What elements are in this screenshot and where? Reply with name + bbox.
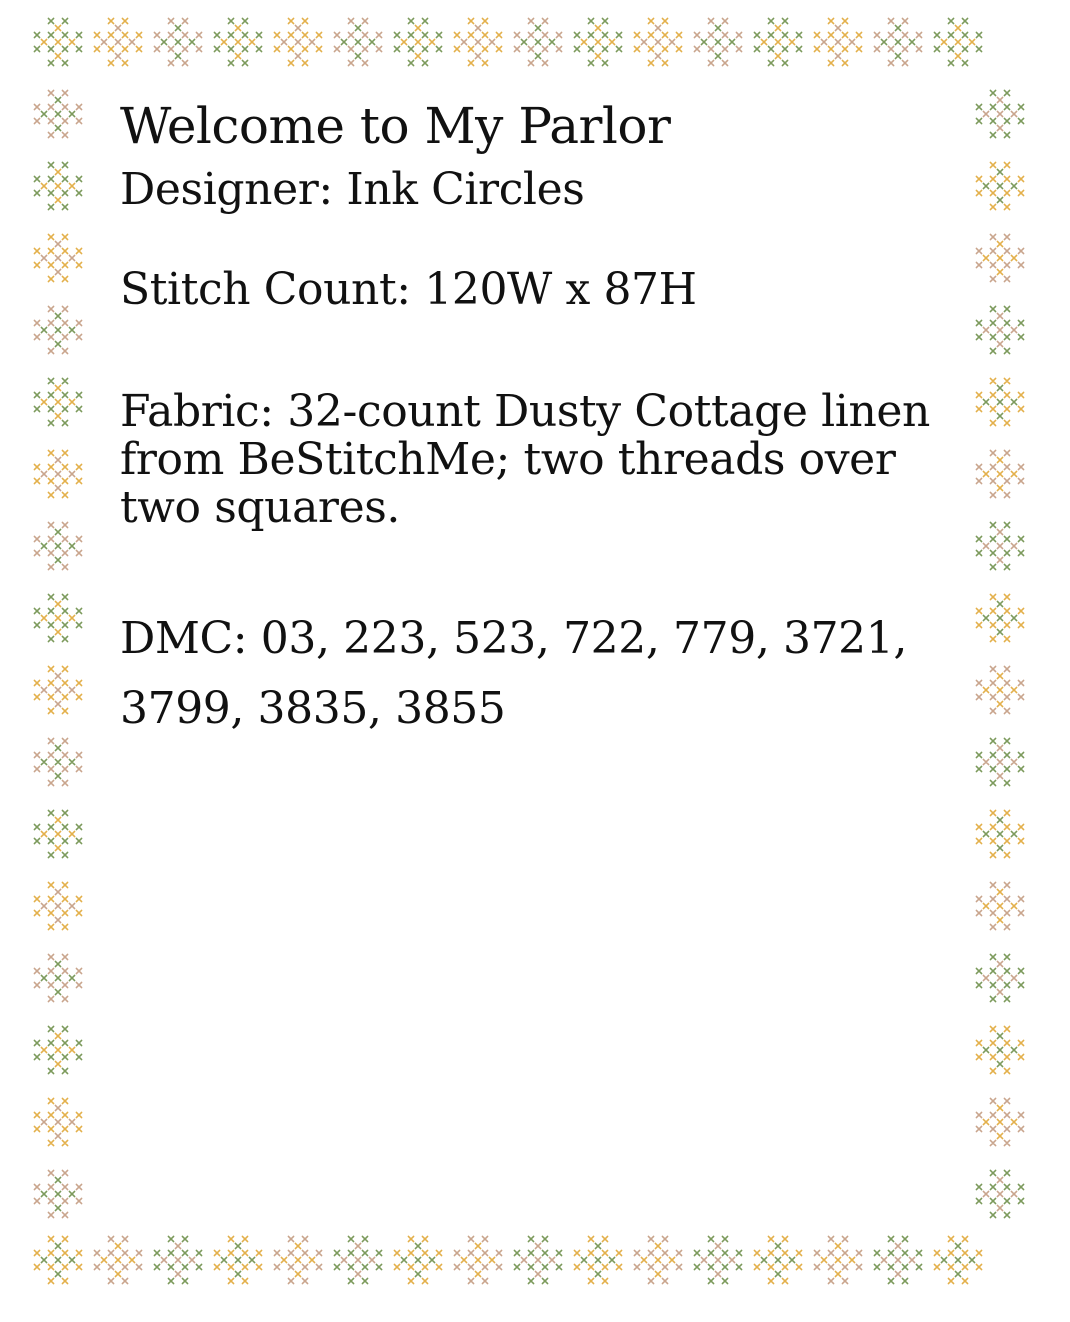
fabric-line: Fabric: 32-count Dusty Cottage linen from BeStitchMe; two threads over two squares.: [120, 386, 930, 533]
stitch-count-line: Stitch Count: 120W x 87H: [120, 264, 697, 315]
pattern-title: Welcome to My Parlor: [120, 97, 671, 155]
dmc-line: DMC: 03, 223, 523, 722, 779, 3721, 3799, 3835, 3855: [120, 613, 907, 734]
pattern-info: [120, 92, 940, 744]
designer-line: Designer: Ink Circles: [120, 164, 585, 215]
